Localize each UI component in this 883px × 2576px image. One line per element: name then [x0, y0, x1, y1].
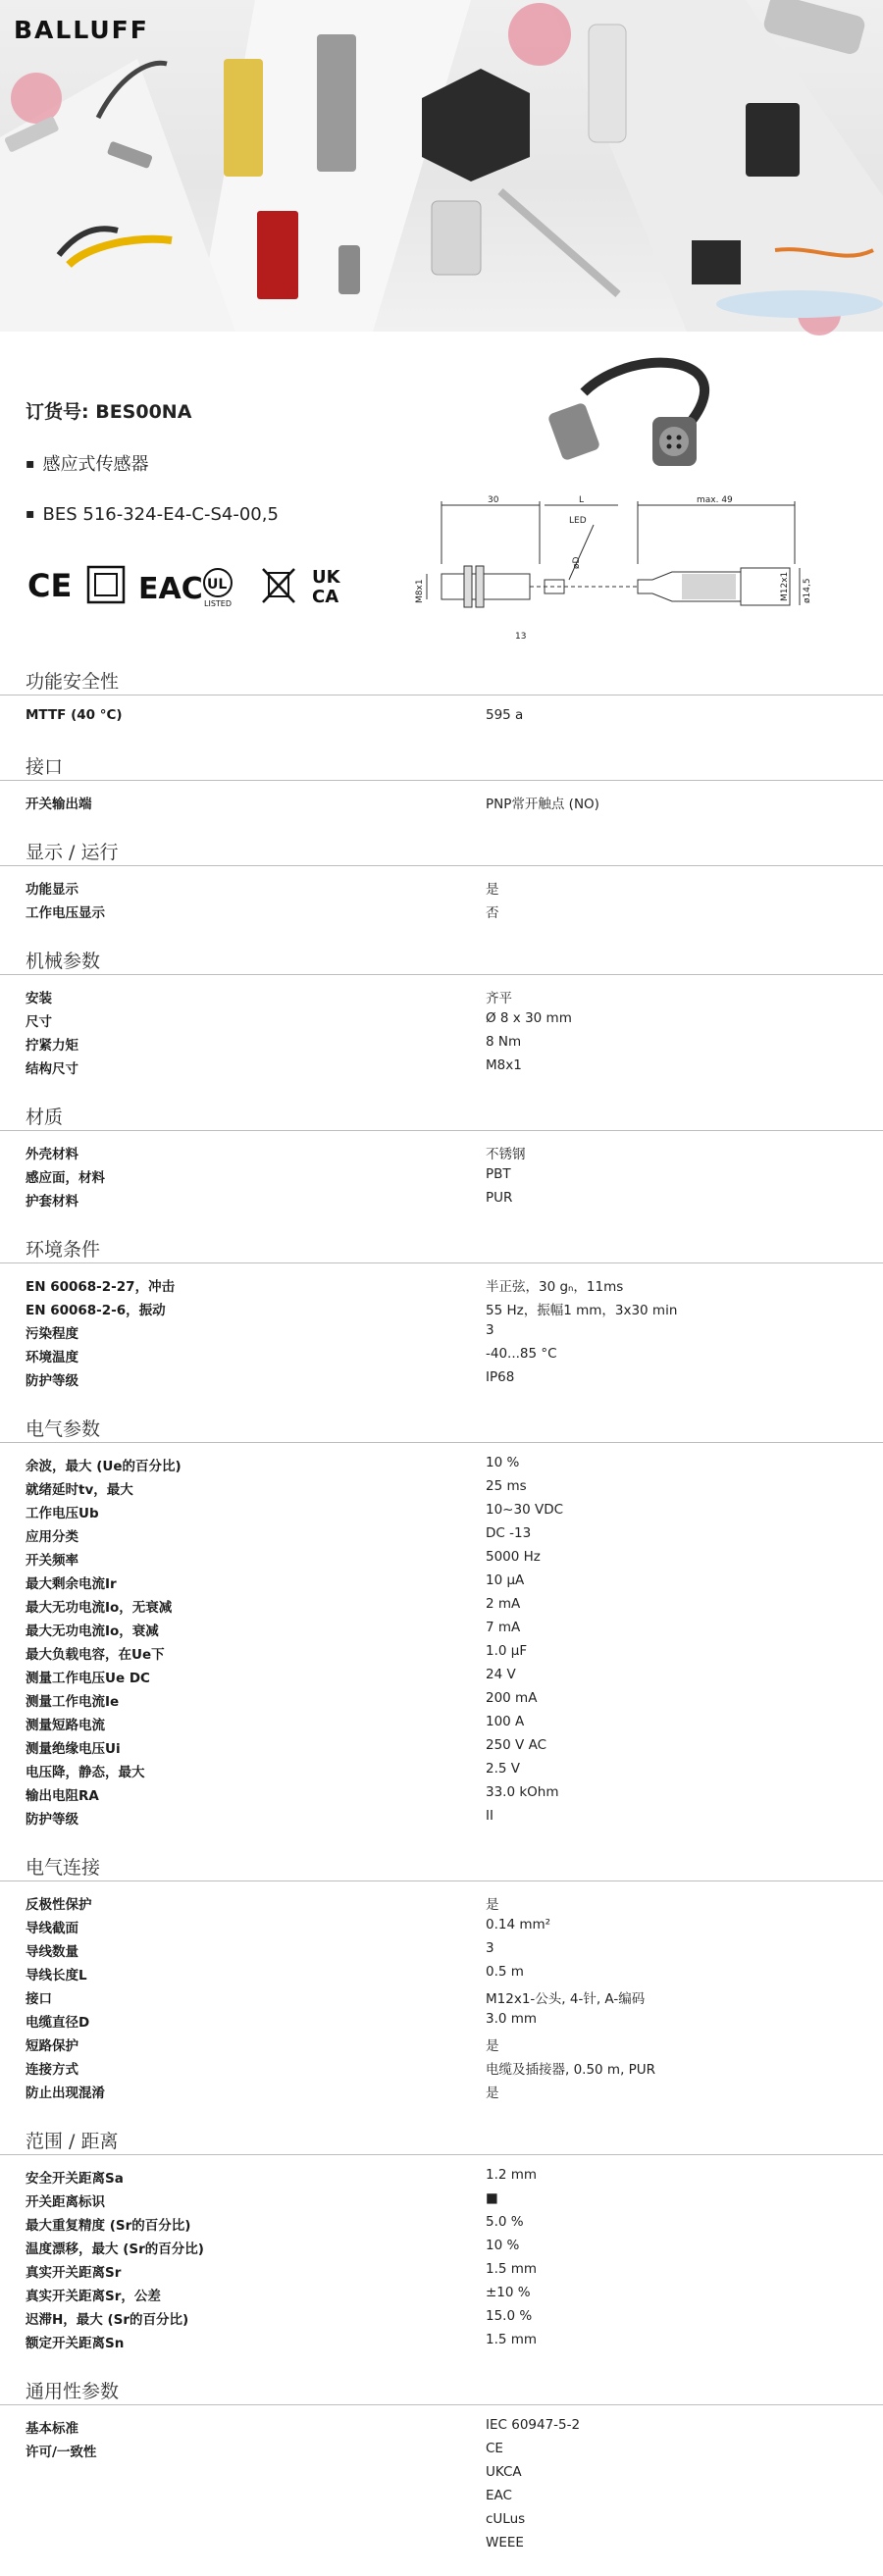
svg-text:UL: UL	[207, 577, 228, 592]
weee-bin-icon	[259, 561, 298, 608]
spec-label: 余波，最大 (Ue的百分比)	[26, 1459, 182, 1474]
dim-label-m8: M8x1	[415, 579, 425, 603]
spec-label: 开关输出端	[26, 797, 92, 812]
spec-label: 短路保护	[26, 2038, 78, 2054]
spec-value: 3	[486, 1322, 494, 1338]
spec-row	[0, 1804, 883, 1828]
section-title: 电气连接	[26, 1857, 101, 1879]
spec-value: PBT	[486, 1166, 511, 1182]
spec-value: 3	[486, 1940, 494, 1956]
spec-label: 开关距离标识	[26, 2194, 105, 2210]
section-divider	[0, 1442, 883, 1443]
section-title: 环境条件	[26, 1239, 101, 1261]
spec-value: 8 Nm	[486, 1034, 522, 1050]
spec-label: 温度漂移，最大 (Sr的百分比)	[26, 2241, 204, 2257]
spec-value: DC -13	[486, 1525, 532, 1541]
spec-label: 导线长度L	[26, 1968, 87, 1984]
spec-row	[0, 2413, 883, 2437]
spec-value: 2.5 V	[486, 1761, 520, 1777]
spec-value: PUR	[486, 1190, 513, 1206]
spec-row	[0, 1139, 883, 1162]
spec-row	[0, 2257, 883, 2281]
product-code: ▪ BES 516-324-E4-C-S4-00,5	[26, 504, 279, 525]
section-divider	[0, 974, 883, 975]
spec-value: 是	[486, 2086, 499, 2101]
spec-value: IEC 60947-5-2	[486, 2417, 581, 2433]
spec-value: EAC	[486, 2488, 512, 2503]
spec-value: 是	[486, 882, 499, 898]
spec-value: 不锈钢	[486, 1147, 526, 1162]
spec-row	[0, 1616, 883, 1639]
spec-label: 测量工作电流Ie	[26, 1694, 120, 1710]
spec-row	[0, 2078, 883, 2101]
spec-row	[0, 1780, 883, 1804]
spec-value: 0.14 mm²	[486, 1917, 551, 1932]
spec-value: M8x1	[486, 1057, 522, 1073]
spec-section	[0, 748, 883, 834]
spec-row	[0, 1569, 883, 1592]
section-divider	[0, 865, 883, 866]
spec-label: 拧紧力矩	[26, 1038, 78, 1054]
spec-row	[0, 2187, 883, 2210]
spec-value: 0.5 m	[486, 1964, 524, 1980]
spec-row	[0, 1710, 883, 1733]
spec-section	[0, 2123, 883, 2373]
spec-value: 1.5 mm	[486, 2261, 538, 2277]
spec-label: 安全开关距离Sa	[26, 2171, 124, 2187]
spec-value: 半正弦，30 gₙ，11ms	[486, 1279, 624, 1295]
spec-row	[0, 1186, 883, 1210]
spec-row	[0, 1889, 883, 1913]
spec-label: 功能显示	[26, 882, 78, 898]
spec-row	[0, 2437, 883, 2460]
spec-label: 安装	[26, 991, 52, 1006]
section-title: 功能安全性	[26, 671, 120, 693]
spec-label: 许可/一致性	[26, 2445, 97, 2460]
brand-logo: BALLUFF	[14, 16, 149, 44]
spec-label: 输出电阻RA	[26, 1788, 99, 1804]
spec-label: 真实开关距离Sr	[26, 2265, 122, 2281]
section-title: 接口	[26, 756, 64, 778]
spec-value: 1.0 µF	[486, 1643, 528, 1659]
spec-label: 外壳材料	[26, 1147, 78, 1162]
section-divider	[0, 2404, 883, 2405]
section-divider	[0, 1130, 883, 1131]
svg-text:EAC: EAC	[138, 572, 203, 606]
section-divider	[0, 695, 883, 696]
spec-sections	[0, 663, 883, 2576]
banner-products-illustration	[0, 0, 883, 332]
spec-value: 是	[486, 2038, 499, 2054]
spec-row	[0, 1318, 883, 1342]
spec-row	[0, 703, 883, 727]
spec-value: UKCA	[486, 2464, 522, 2480]
section-title: 材质	[26, 1107, 64, 1128]
section-divider	[0, 2154, 883, 2155]
dim-label-max49: max. 49	[697, 495, 733, 505]
spec-value: 7 mA	[486, 1620, 521, 1635]
spec-row	[0, 2507, 883, 2531]
spec-section	[0, 1099, 883, 1231]
spec-value: 33.0 kOhm	[486, 1784, 559, 1800]
spec-value: II	[486, 1808, 493, 1824]
spec-row	[0, 1757, 883, 1780]
spec-label: 真实开关距离Sr，公差	[26, 2289, 161, 2304]
svg-text:CE: CE	[27, 567, 73, 604]
spec-section	[0, 1411, 883, 1849]
spec-row	[0, 1271, 883, 1295]
spec-row	[0, 2031, 883, 2054]
spec-value: 否	[486, 905, 499, 921]
spec-label: 最大无功电流Io，无衰减	[26, 1600, 173, 1616]
dim-label-d: øD	[572, 556, 582, 569]
spec-value: 5.0 %	[486, 2214, 524, 2230]
spec-value: 24 V	[486, 1667, 516, 1682]
spec-row	[0, 2304, 883, 2328]
dimension-drawing	[397, 495, 878, 652]
spec-row	[0, 1960, 883, 1984]
spec-label: 额定开关距离Sn	[26, 2336, 125, 2351]
spec-label: 测量工作电压Ue DC	[26, 1671, 150, 1686]
spec-label: 最大无功电流Io，衰减	[26, 1623, 159, 1639]
spec-row	[0, 1451, 883, 1474]
spec-row	[0, 789, 883, 812]
spec-value: 1.5 mm	[486, 2332, 538, 2347]
certification-marks	[26, 561, 359, 610]
spec-label: 结构尺寸	[26, 1061, 78, 1077]
spec-row	[0, 1663, 883, 1686]
spec-row	[0, 2484, 883, 2507]
ukca-mark-icon	[310, 561, 357, 608]
spec-row	[0, 983, 883, 1006]
spec-section	[0, 663, 883, 748]
spec-row	[0, 1030, 883, 1054]
eac-mark-icon	[138, 561, 203, 608]
spec-label: 导线截面	[26, 1921, 78, 1936]
spec-row	[0, 2328, 883, 2351]
svg-text:UK: UK	[312, 567, 340, 588]
spec-row	[0, 1592, 883, 1616]
spec-value: Ø 8 x 30 mm	[486, 1010, 572, 1026]
ce-mark-icon	[26, 561, 73, 608]
spec-value: 2 mA	[486, 1596, 521, 1612]
spec-label: 环境温度	[26, 1350, 78, 1365]
spec-label: 感应面，材料	[26, 1170, 105, 1186]
spec-value: 1.2 mm	[486, 2167, 538, 2183]
spec-value: 10 %	[486, 1455, 520, 1470]
spec-label: MTTF (40 °C)	[26, 707, 123, 723]
spec-value: 10 %	[486, 2238, 520, 2253]
spec-value: CE	[486, 2441, 503, 2456]
spec-row	[0, 1936, 883, 1960]
spec-value: ±10 %	[486, 2285, 531, 2300]
spec-value: 25 ms	[486, 1478, 527, 1494]
spec-value: 55 Hz，振幅1 mm，3x30 min	[486, 1303, 678, 1318]
spec-row	[0, 1498, 883, 1521]
spec-value: 15.0 %	[486, 2308, 533, 2324]
spec-row	[0, 1639, 883, 1663]
spec-row	[0, 898, 883, 921]
spec-label: 反极性保护	[26, 1897, 92, 1913]
section-title: 通用性参数	[26, 2381, 120, 2402]
spec-row	[0, 2007, 883, 2031]
dim-label-m12: M12x1	[780, 571, 790, 601]
spec-row	[0, 2054, 883, 2078]
spec-value: WEEE	[486, 2535, 524, 2550]
spec-label: 基本标准	[26, 2421, 78, 2437]
product-photo	[545, 353, 721, 471]
spec-label: 测量绝缘电压Ui	[26, 1741, 121, 1757]
section-divider	[0, 1262, 883, 1263]
spec-value: 595 a	[486, 707, 524, 723]
spec-label: 导线数量	[26, 1944, 78, 1960]
product-banner	[0, 0, 883, 332]
spec-label: 防护等级	[26, 1812, 78, 1828]
dim-label-d14: ø14,5	[803, 578, 812, 603]
spec-label: 测量短路电流	[26, 1718, 105, 1733]
spec-value: 10 µA	[486, 1572, 525, 1588]
spec-value: M12x1-公头, 4-针, A-编码	[486, 1991, 646, 2007]
order-number: 订货号: BES00NA	[26, 401, 192, 423]
section-divider	[0, 1880, 883, 1881]
spec-label: 护套材料	[26, 1194, 78, 1210]
spec-row	[0, 1054, 883, 1077]
spec-label: 最大剩余电流Ir	[26, 1576, 117, 1592]
spec-label: 工作电压Ub	[26, 1506, 99, 1521]
spec-row	[0, 1913, 883, 1936]
spec-value: 电缆及插接器, 0.50 m, PUR	[486, 2062, 656, 2078]
section-title: 电气参数	[26, 1418, 101, 1440]
spec-label: 连接方式	[26, 2062, 78, 2078]
svg-text:CA: CA	[312, 587, 339, 607]
spec-value: 10~30 VDC	[486, 1502, 564, 1518]
spec-label: 污染程度	[26, 1326, 78, 1342]
spec-row	[0, 1365, 883, 1389]
spec-label: 就绪延时tv，最大	[26, 1482, 133, 1498]
spec-label: 电压降，静态，最大	[26, 1765, 145, 1780]
spec-label: 电缆直径D	[26, 2015, 90, 2031]
spec-row	[0, 2210, 883, 2234]
spec-row	[0, 1686, 883, 1710]
spec-row	[0, 2281, 883, 2304]
spec-label: 开关频率	[26, 1553, 78, 1569]
spec-value: 100 A	[486, 1714, 525, 1729]
spec-value: IP68	[486, 1369, 515, 1385]
spec-section	[0, 1849, 883, 2123]
spec-label: 接口	[26, 1991, 52, 2007]
spec-value: 250 V AC	[486, 1737, 547, 1753]
spec-value: cULus	[486, 2511, 526, 2527]
section-title: 机械参数	[26, 951, 101, 972]
spec-row	[0, 1342, 883, 1365]
dim-label-led: LED	[569, 516, 587, 526]
spec-row	[0, 2234, 883, 2257]
spec-row	[0, 874, 883, 898]
dim-label-30: 30	[488, 495, 499, 505]
spec-value: 齐平	[486, 991, 512, 1006]
spec-value: -40...85 °C	[486, 1346, 557, 1362]
spec-value: 是	[486, 1897, 499, 1913]
spec-label: EN 60068-2-27，冲击	[26, 1279, 176, 1295]
spec-section	[0, 1231, 883, 1411]
dim-label-13: 13	[515, 632, 527, 642]
spec-value: 3.0 mm	[486, 2011, 538, 2027]
spec-section	[0, 834, 883, 943]
spec-label: 最大负载电容，在Ue下	[26, 1647, 165, 1663]
product-type: ▪ 感应式传感器	[26, 450, 149, 476]
spec-label: 防护等级	[26, 1373, 78, 1389]
spec-label: 迟滞H，最大 (Sr的百分比)	[26, 2312, 189, 2328]
spec-row	[0, 1474, 883, 1498]
spec-value: 5000 Hz	[486, 1549, 541, 1565]
spec-section	[0, 943, 883, 1099]
spec-row	[0, 2460, 883, 2484]
ce-box-icon	[84, 561, 128, 608]
spec-row	[0, 1295, 883, 1318]
spec-label: 最大重复精度 (Sr的百分比)	[26, 2218, 191, 2234]
spec-label: 防止出现混淆	[26, 2086, 105, 2101]
section-title: 范围 / 距离	[26, 2131, 119, 2152]
culus-mark-icon	[194, 561, 243, 608]
spec-value: PNP常开触点 (NO)	[486, 797, 599, 812]
spec-row	[0, 1521, 883, 1545]
spec-row	[0, 1006, 883, 1030]
section-divider	[0, 780, 883, 781]
spec-section	[0, 2373, 883, 2576]
spec-value: ■	[486, 2190, 498, 2206]
spec-row	[0, 2531, 883, 2554]
spec-label: EN 60068-2-6，振动	[26, 1303, 166, 1318]
spec-row	[0, 1162, 883, 1186]
spec-row	[0, 1545, 883, 1569]
spec-label: 工作电压显示	[26, 905, 105, 921]
spec-value: 200 mA	[486, 1690, 538, 1706]
dim-label-l: L	[579, 495, 585, 505]
spec-label: 尺寸	[26, 1014, 52, 1030]
spec-row	[0, 1984, 883, 2007]
spec-label: 应用分类	[26, 1529, 78, 1545]
spec-row	[0, 1733, 883, 1757]
svg-text:LISTED: LISTED	[204, 599, 232, 608]
section-title: 显示 / 运行	[26, 842, 119, 863]
spec-row	[0, 2163, 883, 2187]
